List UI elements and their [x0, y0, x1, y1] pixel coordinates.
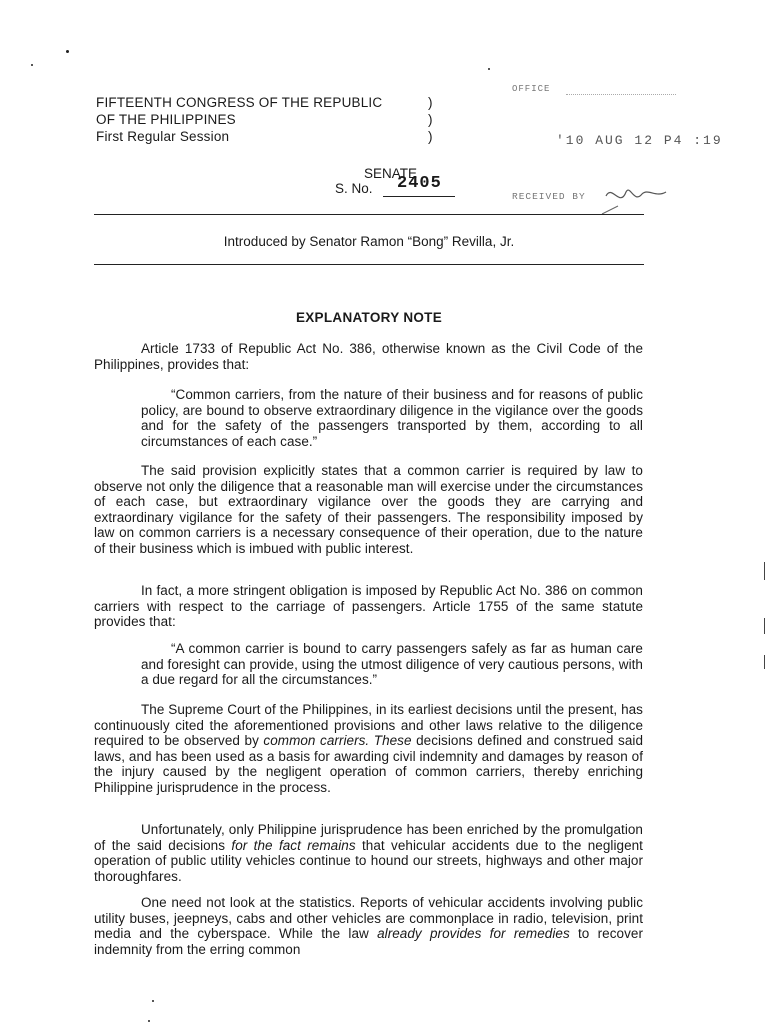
- introduced-by: Introduced by Senator Ramon “Bong” Revilla, Jr.: [223, 234, 515, 249]
- paragraph-5-emphasis: for the fact remains: [231, 837, 356, 853]
- scan-speck: [66, 50, 69, 53]
- header-rule-bottom: [94, 264, 644, 265]
- paragraph-6: [94, 895, 643, 957]
- congress-header: [96, 94, 382, 145]
- paragraph-4: [94, 702, 643, 796]
- explanatory-note-title: EXPLANATORY NOTE: [295, 310, 443, 325]
- paragraph-5-text-b: that vehicular accidents due to the negligent operation of public utility vehicles continue to hound our streets, highways and other major thoroughfares.: [94, 837, 643, 884]
- paragraph-1: Article 1733 of Republic Act No. 386, otherwise known as the Civil Code of the Philippines, provides that:: [94, 341, 643, 372]
- paragraph-6-text-a: One need not look at the statistics. Reports of vehicular accidents involving public utility buses, jeepneys, cabs and other vehicles are commonplace in radio, television, print media and the cyberspace. While the law: [94, 895, 643, 942]
- office-stamp-smudge: [566, 80, 676, 95]
- paragraph-4-text-b: decisions defined and construed said laws, and has been used as a basis for awarding civil indemnity and damages by reason of the injury caused by the negligent operation of common carriers, thereby enriching Philippine jurisprudence in the process.: [94, 733, 644, 795]
- scan-speck: [31, 64, 33, 66]
- quote-1: “Common carriers, from the nature of their business and for reasons of public policy, are bound to observe extraordinary diligence in the vigilance over the goods and for the safety of the passengers transported by them, according to all circumstances of each case.”: [141, 387, 643, 449]
- bill-number-label: S. No.: [335, 181, 373, 196]
- received-signature: [598, 178, 672, 218]
- quote-2: “A common carrier is bound to carry passengers safely as far as human care and foresight can provide, using the utmost diligence of very cautious persons, with a due regard for all the circumstances.”: [141, 641, 643, 688]
- paragraph-6-text-b: to recover indemnity from the erring common: [94, 926, 643, 957]
- session-line: First Regular Session: [96, 129, 230, 144]
- senate-label: SENATE: [364, 166, 418, 181]
- paragraph-4-text-a: The Supreme Court of the Philippines, in its earliest decisions until the present, has continuously cited the aforementioned provisions and other laws relative to the diligence required to be observed by: [94, 702, 643, 749]
- paragraph-5-text-a: Unfortunately, only Philippine jurisprudence has been enriched by the promulgation of the said decisions: [94, 822, 643, 853]
- received-stamp: RECEIVED BY: [512, 191, 586, 202]
- intro-line: [94, 234, 644, 249]
- title-wrap: [94, 310, 644, 325]
- paragraph-3: In fact, a more stringent obligation is imposed by Republic Act No. 386 on common carriers with respect to the carriage of passengers. Article 1755 of the same statute provides that:: [94, 583, 643, 630]
- paragraph-5: [94, 822, 643, 884]
- paragraph-2: The said provision explicitly states that a common carrier is required by law to observe not only the diligence that a reasonable man will exercise under the circumstances of each case, but extraordinary vigilance over the goods they are carrying and extraordinary vigilance for the safety of their passengers. The responsibility imposed by law on common carriers is a necessary consequence of their operation, due to the nature of their business which is imbued with public interest.: [94, 463, 643, 556]
- paren-3: ): [428, 129, 433, 144]
- header-rule-top: [94, 214, 644, 215]
- scan-speck: [148, 1020, 150, 1022]
- paren-1: ): [428, 95, 433, 110]
- date-stamp: '10 AUG 12 P4 :19: [556, 133, 723, 148]
- office-stamp: OFFICE: [512, 84, 551, 94]
- margin-mark: [764, 655, 765, 669]
- paragraph-6-emphasis: already provides for remedies: [377, 926, 570, 942]
- paragraph-4-emphasis: common carriers. These: [263, 733, 412, 749]
- congress-line-2: OF THE PHILIPPINES: [96, 112, 236, 127]
- scan-speck: [488, 68, 490, 70]
- paren-2: ): [428, 112, 433, 127]
- congress-line-1: FIFTEENTH CONGRESS OF THE REPUBLIC: [96, 95, 383, 110]
- scan-speck: [152, 1000, 154, 1002]
- margin-mark: [764, 618, 765, 634]
- header-parentheses: [428, 94, 433, 145]
- bill-number: 2405: [397, 174, 442, 193]
- margin-mark: [764, 562, 765, 580]
